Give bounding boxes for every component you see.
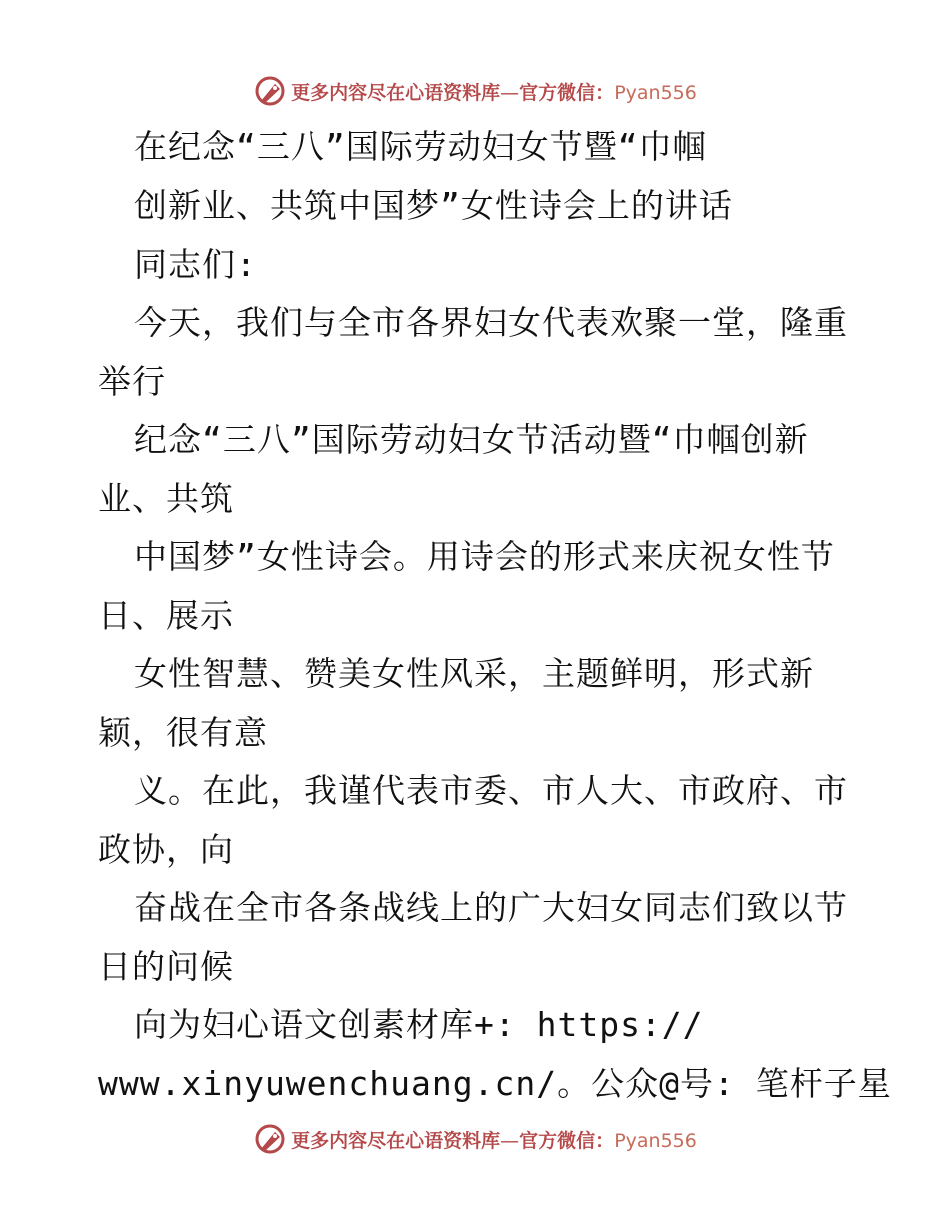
paragraph-line: 政协，向: [98, 830, 234, 869]
watermark-channel-text: 官方微信：: [519, 81, 615, 104]
title-line-1: 在纪念“三八”国际劳动妇女节暨“巾帼: [134, 127, 707, 166]
paragraph-line: 日、展示: [98, 596, 234, 635]
title-line-2: 创新业、共筑中国梦”女性诗会上的讲话: [134, 186, 733, 225]
paragraph-line: 女性智慧、赞美女性风采，主题鲜明，形式新: [134, 654, 814, 693]
pen-nib-logo-icon: [253, 1122, 287, 1156]
watermark-separator: —: [500, 81, 520, 104]
paragraph-line: 业、共筑: [98, 479, 234, 518]
watermark-account: Pyan556: [614, 1129, 697, 1152]
paragraph-line: 举行: [98, 362, 166, 401]
paragraph-line: 中国梦”女性诗会。用诗会的形式来庆祝女性节: [134, 537, 835, 576]
watermark-separator: —: [500, 1129, 520, 1152]
paragraph-line: www.xinyuwenchuang.cn/。公众@号: 笔杆子星: [98, 1064, 892, 1103]
paragraph-line: 向为妇心语文创素材库+: https://: [134, 1005, 704, 1044]
watermark-brand-text: 更多内容尽在心语资料库: [291, 1129, 501, 1152]
paragraph-line: 义。在此，我谨代表市委、市人大、市政府、市: [134, 771, 848, 810]
paragraph-line: 日的问候: [98, 947, 234, 986]
footer-watermark: [0, 1119, 950, 1159]
paragraph-line: 纪念“三八”国际劳动妇女节活动暨“巾帼创新: [134, 420, 809, 459]
paragraph-line: 颖，很有意: [98, 713, 268, 752]
watermark-brand-text: 更多内容尽在心语资料库: [291, 81, 501, 104]
watermark-channel-text: 官方微信：: [519, 1129, 615, 1152]
paragraph-line: 今天，我们与全市各界妇女代表欢聚一堂，隆重: [134, 303, 848, 342]
paragraph-line: 奋战在全市各条战线上的广大妇女同志们致以节: [134, 888, 848, 927]
watermark-account: Pyan556: [614, 81, 697, 104]
salutation: 同志们:: [134, 245, 257, 284]
